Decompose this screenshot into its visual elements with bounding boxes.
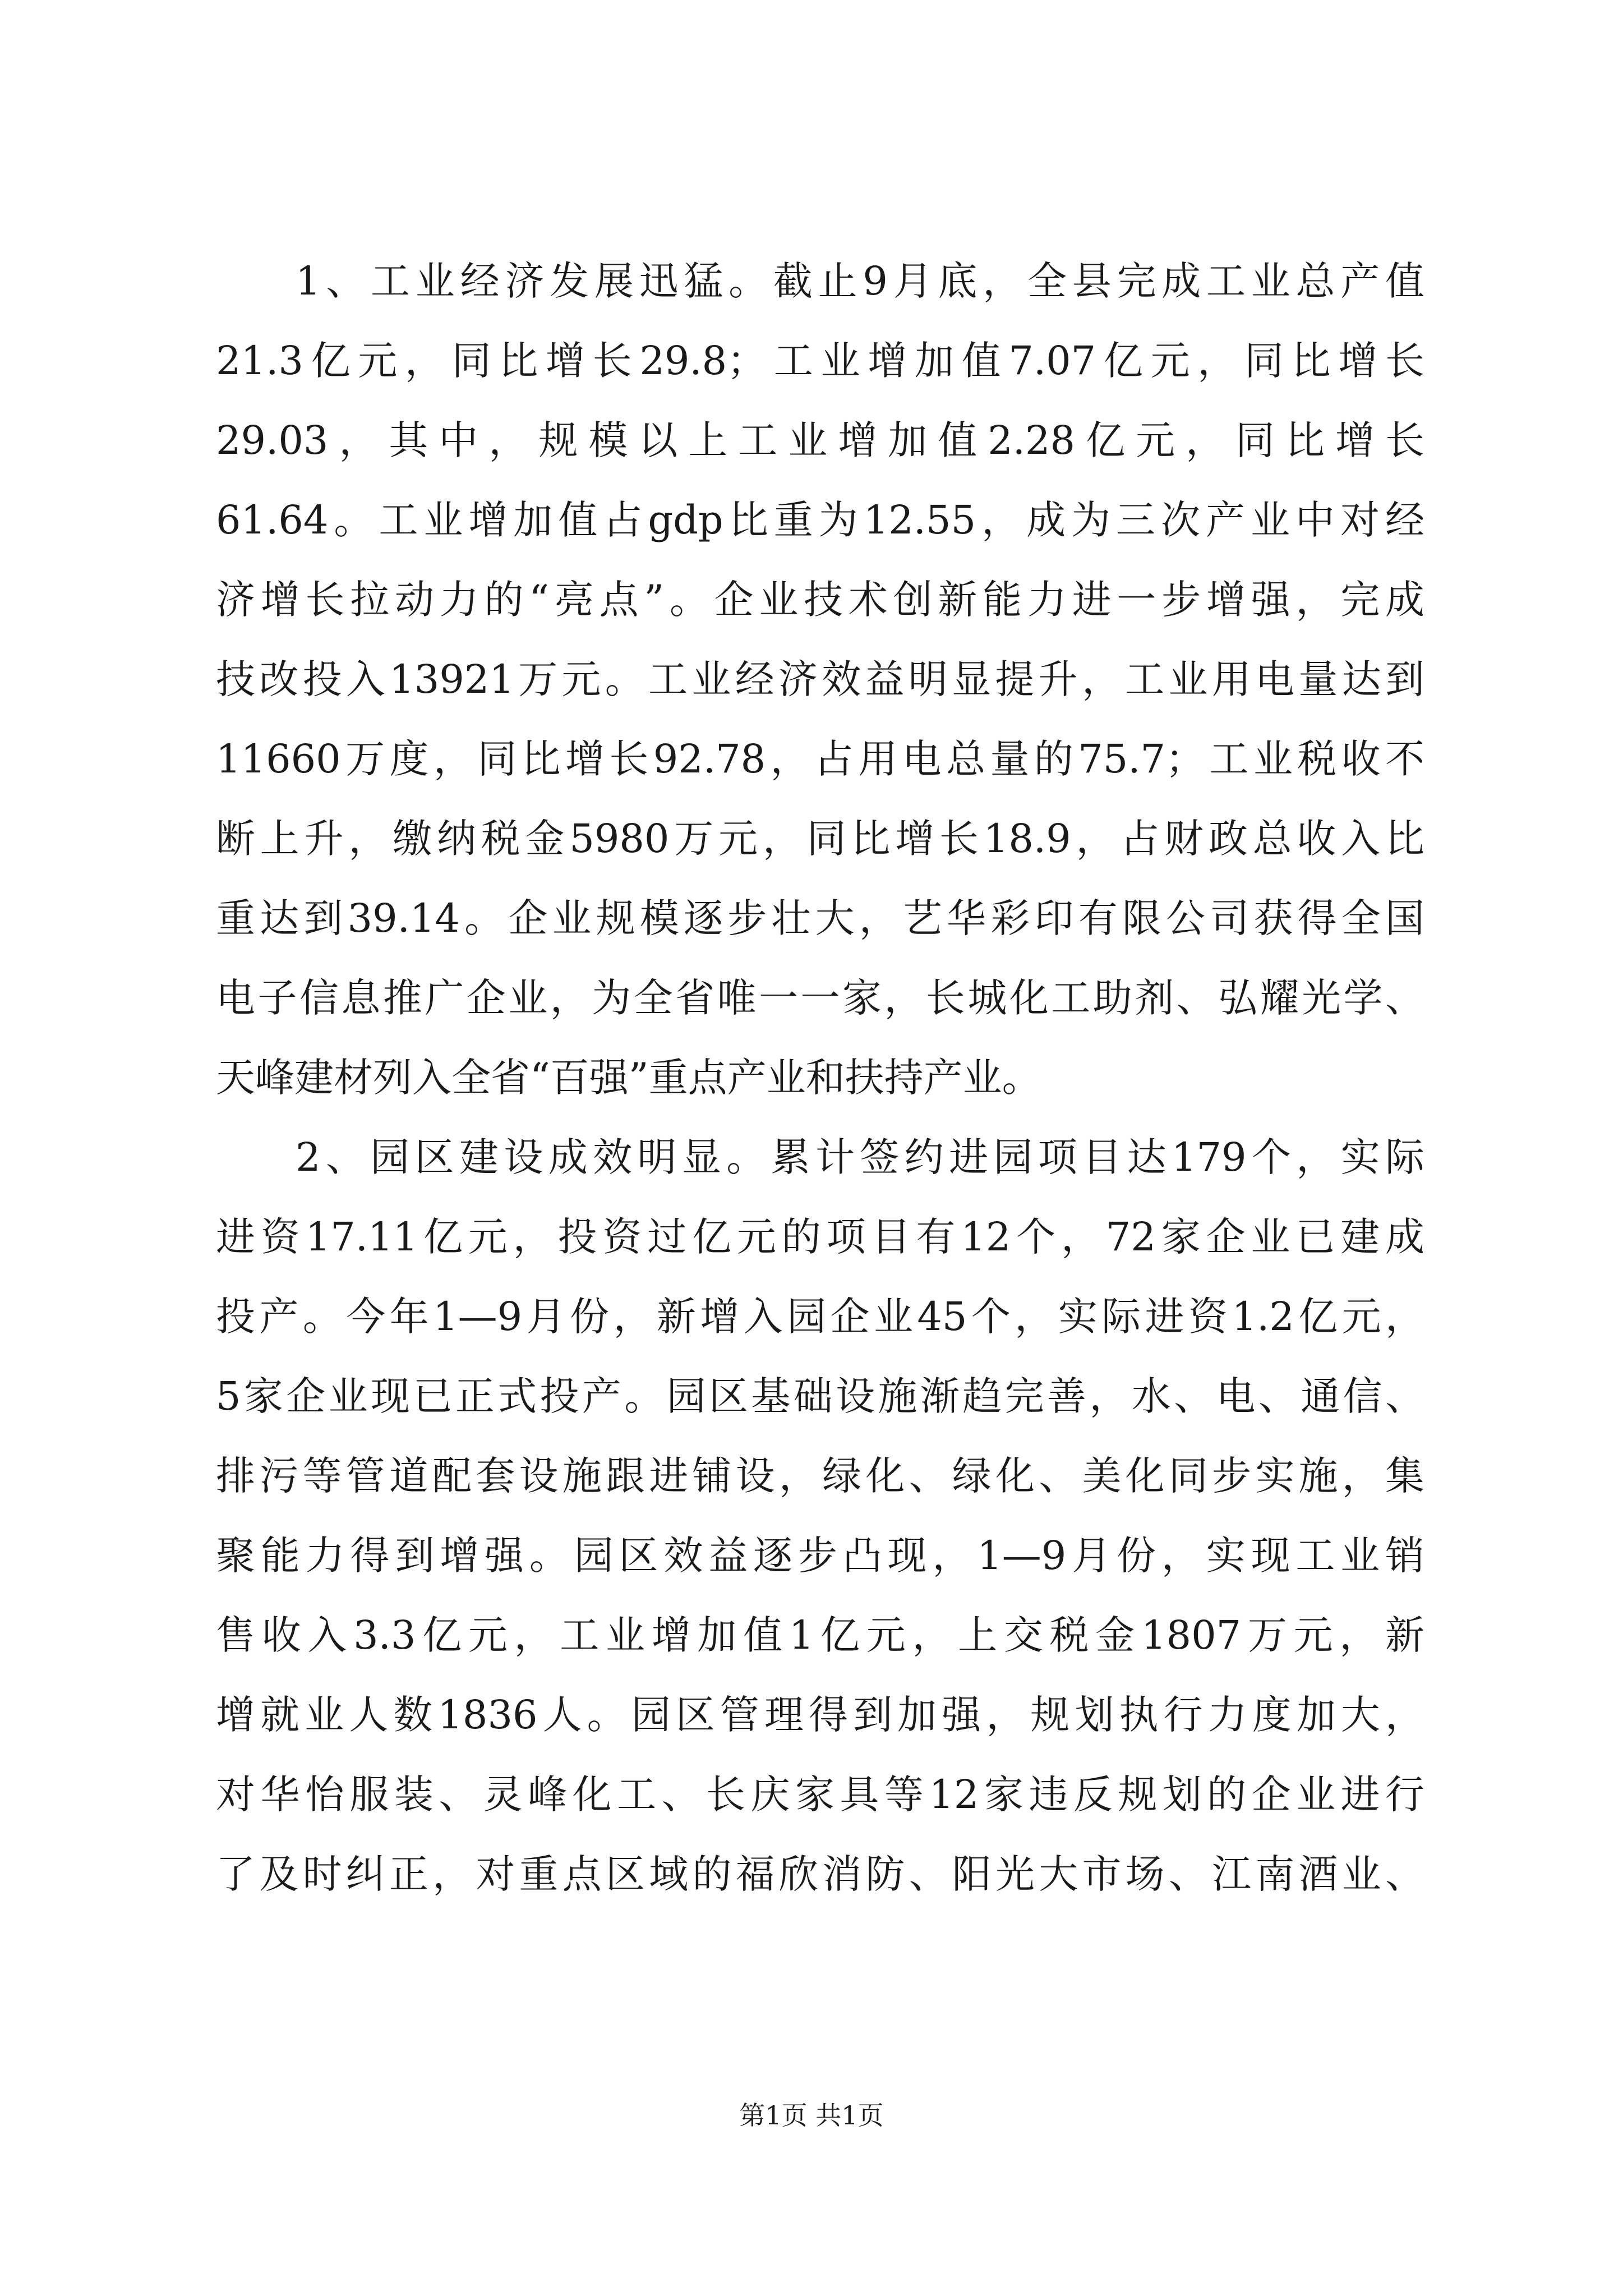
text-line: 了及时纠正，对重点区域的福欣消防、阳光大市场、江南酒业、 (216, 1851, 1424, 1897)
text-line: 售收入3.3亿元，工业增加值1亿元，上交税金1807万元，新 (216, 1612, 1424, 1658)
text-line: 61.64。工业增加值占gdp比重为12.55，成为三次产业中对经 (216, 497, 1424, 543)
paragraph-industrial-economy (216, 241, 1424, 1117)
text-line: 聚能力得到增强。园区效益逐步凸现，1—9月份，实现工业销 (216, 1533, 1424, 1579)
text-line: 5家企业现已正式投产。园区基础设施渐趋完善，水、电、通信、 (216, 1373, 1424, 1419)
text-line: 11660万度，同比增长92.78，占用电总量的75.7；工业税收不 (216, 736, 1424, 782)
text-line: 投产。今年1—9月份，新增入园企业45个，实际进资1.2亿元， (216, 1294, 1424, 1340)
text-line: 电子信息推广企业，为全省唯一一家，长城化工助剂、弘耀光学、 (216, 975, 1424, 1021)
text-line: 天峰建材列入全省“百强”重点产业和扶持产业。 (216, 1055, 1041, 1101)
text-line: 重达到39.14。企业规模逐步壮大，艺华彩印有限公司获得全国 (216, 895, 1424, 941)
page-number-footer: 第1页 共1页 (739, 2100, 884, 2131)
text-line: 技改投入13921万元。工业经济效益明显提升，工业用电量达到 (216, 656, 1424, 702)
text-line: 进资17.11亿元，投资过亿元的项目有12个，72家企业已建成 (216, 1214, 1424, 1260)
text-line: 济增长拉动力的“亮点”。企业技术创新能力进一步增强，完成 (216, 577, 1424, 623)
text-line: 29.03，其中，规模以上工业增加值2.28亿元，同比增长 (216, 417, 1424, 463)
text-line: 21.3亿元，同比增长29.8；工业增加值7.07亿元，同比增长 (216, 338, 1424, 384)
text-line: 排污等管道配套设施跟进铺设，绿化、绿化、美化同步实施，集 (216, 1453, 1424, 1499)
text-line: 2、园区建设成效明显。累计签约进园项目达179个，实际 (296, 1134, 1424, 1180)
text-line: 增就业人数1836人。园区管理得到加强，规划执行力度加大， (216, 1692, 1424, 1738)
text-line: 对华怡服装、灵峰化工、长庆家具等12家违反规划的企业进行 (216, 1772, 1424, 1818)
document-body (216, 241, 1424, 1914)
text-line: 断上升，缴纳税金5980万元，同比增长18.9，占财政总收入比 (216, 816, 1424, 862)
paragraph-park-construction (216, 1117, 1424, 1914)
text-line: 1、工业经济发展迅猛。截止9月底，全县完成工业总产值 (296, 258, 1424, 304)
